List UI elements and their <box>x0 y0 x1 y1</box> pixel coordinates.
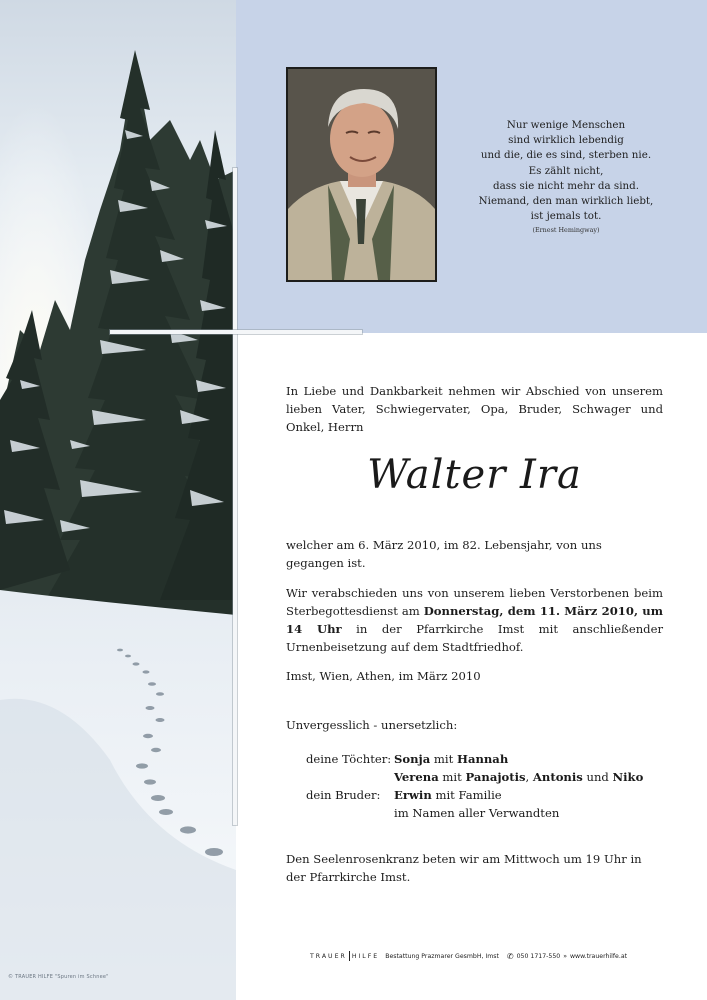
logo-divider <box>349 951 350 961</box>
survivors-row <box>306 750 643 768</box>
service-text-2: in der Pfarrkirche Imst mit anschließender Urnenbeisetzung auf dem Stadtfriedhof. <box>286 622 663 654</box>
phone-number: 050 1717-550 <box>516 952 561 960</box>
survivors-list <box>306 750 643 822</box>
cross-horizontal-beam <box>110 330 362 334</box>
photo-credit: © TRAUER HILFE "Spuren im Schnee" <box>8 974 109 980</box>
quote-author: (Ernest Hemingway) <box>532 226 600 235</box>
website-link[interactable]: www.trauerhilfe.at <box>570 952 628 960</box>
survivor-names <box>394 750 508 768</box>
survivor-name: Panajotis <box>465 770 526 784</box>
survivor-connector: mit Familie <box>431 788 502 802</box>
winter-forest-photo <box>0 0 236 1000</box>
quote-line: Nur wenige Menschen <box>506 119 626 131</box>
unvergesslich-heading: Unvergesslich - unersetzlich: <box>286 718 458 732</box>
survivor-connector: , <box>525 770 533 784</box>
survivor-name: Verena <box>394 770 439 784</box>
survivors-row <box>306 804 643 822</box>
snowy-trees-illustration <box>0 0 236 1000</box>
survivor-connector: mit <box>430 752 457 766</box>
quote-line: und die, die es sind, sterben nie. <box>480 149 652 162</box>
relatives-line: im Namen aller Verwandten <box>394 806 560 820</box>
service-date-time: Donnerstag, dem 11. März 2010, um 14 Uhr <box>286 604 663 636</box>
survivors-row <box>306 768 643 786</box>
role-spacer <box>306 768 394 786</box>
logo-text-left: TRAUER <box>310 953 347 960</box>
survivor-names <box>394 786 502 804</box>
daughters-label: deine Töchter: <box>306 752 392 766</box>
role-spacer <box>306 804 394 822</box>
survivor-name: Antonis <box>532 770 583 784</box>
service-text-1: Wir verabschieden uns von unserem lieben Verstorbenen beim Sterbegottesdienst am <box>286 586 663 618</box>
deceased-name: Walter Ira <box>367 452 582 498</box>
quote-line: sind wirklich lebendig <box>508 134 624 147</box>
portrait-photo <box>286 67 437 282</box>
quote-line: Niemand, den man wirklich liebt, <box>478 195 654 208</box>
cross-vertical-beam <box>233 168 237 825</box>
survivor-name: Niko <box>612 770 644 784</box>
place-date: Imst, Wien, Athen, im März 2010 <box>286 669 481 683</box>
survivor-connector: und <box>582 770 613 784</box>
quote-line: dass sie nicht mehr da sind. <box>492 179 639 192</box>
company-name: Bestattung Prazmarer GesmbH, Imst <box>385 952 499 960</box>
quote-line: Es zählt nicht, <box>528 164 604 177</box>
survivor-name: Erwin <box>394 788 432 802</box>
intro-paragraph: In Liebe und Dankbarkeit nehmen wir Abschied von unserem lieben Vater, Schwiegervater, Opa, Bruder, Schwager und Onkel, Herrn <box>286 384 663 434</box>
trauerhilfe-logo <box>310 951 379 961</box>
survivors-row <box>306 786 643 804</box>
phone-icon: ✆ <box>506 951 514 961</box>
footer-separator: » <box>563 952 567 960</box>
funeral-service-paragraph <box>286 584 663 656</box>
rosary-paragraph: Den Seelenrosenkranz beten wir am Mittwoch um 19 Uhr in der Pfarrkirche Imst. <box>286 852 642 884</box>
survivor-name: Sonja <box>394 752 431 766</box>
portrait-illustration <box>288 69 435 280</box>
quote-line: ist jemals tot. <box>530 210 602 223</box>
hemingway-quote <box>458 118 674 236</box>
brother-label: dein Bruder: <box>306 788 381 802</box>
survivor-name: Hannah <box>456 752 509 766</box>
survivor-names <box>394 768 643 786</box>
footer <box>310 951 670 961</box>
survivor-connector: mit <box>438 770 466 784</box>
logo-text-right: HILFE <box>351 953 380 960</box>
death-notice: welcher am 6. März 2010, im 82. Lebensjahr, von uns gegangen ist. <box>286 538 602 570</box>
